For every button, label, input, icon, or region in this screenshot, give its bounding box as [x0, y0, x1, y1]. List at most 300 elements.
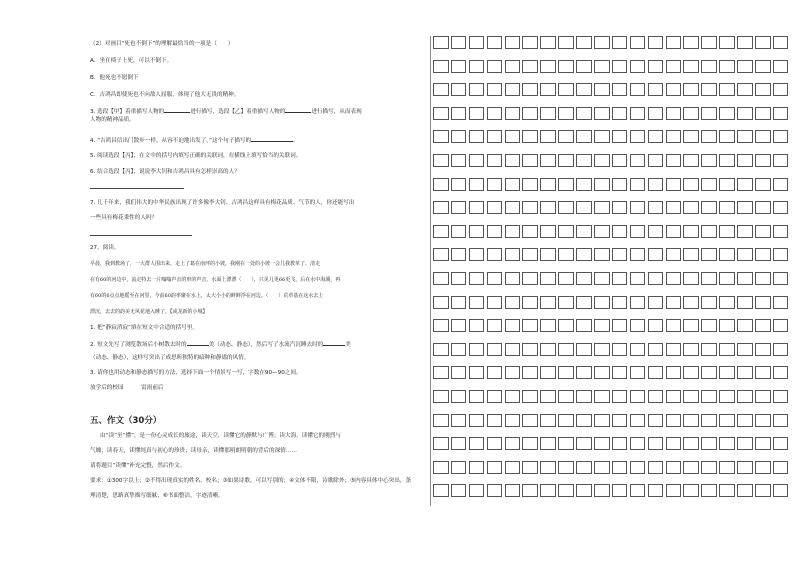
grid-cell[interactable]	[594, 366, 610, 379]
grid-cell[interactable]	[755, 272, 771, 285]
grid-cell[interactable]	[558, 461, 574, 474]
grid-cell[interactable]	[737, 248, 753, 261]
grid-cell[interactable]	[576, 484, 592, 497]
grid-cell[interactable]	[737, 60, 753, 73]
grid-cell[interactable]	[612, 484, 628, 497]
grid-cell[interactable]	[701, 296, 717, 309]
grid-cell[interactable]	[612, 248, 628, 261]
grid-cell[interactable]	[755, 319, 771, 332]
grid-cell[interactable]	[594, 107, 610, 120]
grid-cell[interactable]	[755, 461, 771, 474]
grid-cell[interactable]	[666, 225, 682, 238]
grid-cell[interactable]	[701, 343, 717, 356]
grid-cell[interactable]	[594, 248, 610, 261]
grid-cell[interactable]	[522, 319, 538, 332]
grid-cell[interactable]	[755, 107, 771, 120]
grid-cell[interactable]	[666, 36, 682, 49]
grid-cell[interactable]	[433, 319, 449, 332]
grid-cell[interactable]	[630, 178, 646, 191]
grid-cell[interactable]	[505, 366, 521, 379]
grid-cell[interactable]	[522, 272, 538, 285]
grid-cell[interactable]	[540, 296, 556, 309]
grid-cell[interactable]	[701, 366, 717, 379]
grid-cell[interactable]	[612, 414, 628, 427]
grid-cell[interactable]	[666, 319, 682, 332]
grid-cell[interactable]	[612, 107, 628, 120]
grid-cell[interactable]	[666, 484, 682, 497]
grid-cell[interactable]	[648, 201, 664, 214]
grid-cell[interactable]	[666, 296, 682, 309]
grid-cell[interactable]	[630, 36, 646, 49]
grid-cell[interactable]	[737, 107, 753, 120]
grid-cell[interactable]	[558, 414, 574, 427]
grid-cell[interactable]	[522, 414, 538, 427]
grid-cell[interactable]	[701, 178, 717, 191]
grid-cell[interactable]	[505, 484, 521, 497]
grid-cell[interactable]	[666, 437, 682, 450]
grid-cell[interactable]	[737, 414, 753, 427]
grid-cell[interactable]	[433, 272, 449, 285]
grid-cell[interactable]	[487, 343, 503, 356]
grid-cell[interactable]	[630, 272, 646, 285]
grid-cell[interactable]	[451, 107, 467, 120]
grid-cell[interactable]	[737, 36, 753, 49]
grid-cell[interactable]	[576, 366, 592, 379]
grid-cell[interactable]	[469, 60, 485, 73]
grid-cell[interactable]	[701, 484, 717, 497]
grid-cell[interactable]	[505, 36, 521, 49]
grid-cell[interactable]	[773, 130, 789, 143]
grid-cell[interactable]	[773, 484, 789, 497]
grid-cell[interactable]	[594, 83, 610, 96]
grid-cell[interactable]	[666, 83, 682, 96]
grid-cell[interactable]	[648, 225, 664, 238]
grid-cell[interactable]	[558, 178, 574, 191]
grid-cell[interactable]	[487, 319, 503, 332]
grid-cell[interactable]	[469, 414, 485, 427]
grid-cell[interactable]	[648, 366, 664, 379]
grid-cell[interactable]	[522, 248, 538, 261]
grid-cell[interactable]	[540, 107, 556, 120]
grid-cell[interactable]	[433, 178, 449, 191]
grid-cell[interactable]	[576, 296, 592, 309]
answer-line[interactable]	[90, 188, 184, 189]
grid-cell[interactable]	[505, 248, 521, 261]
grid-cell[interactable]	[505, 319, 521, 332]
grid-cell[interactable]	[737, 390, 753, 403]
grid-cell[interactable]	[487, 60, 503, 73]
grid-cell[interactable]	[755, 343, 771, 356]
grid-cell[interactable]	[648, 390, 664, 403]
grid-cell[interactable]	[666, 343, 682, 356]
grid-cell[interactable]	[451, 83, 467, 96]
grid-cell[interactable]	[719, 201, 735, 214]
grid-cell[interactable]	[594, 296, 610, 309]
grid-cell[interactable]	[773, 107, 789, 120]
grid-cell[interactable]	[701, 130, 717, 143]
grid-cell[interactable]	[648, 343, 664, 356]
grid-cell[interactable]	[719, 390, 735, 403]
grid-cell[interactable]	[433, 343, 449, 356]
grid-cell[interactable]	[612, 60, 628, 73]
grid-cell[interactable]	[451, 248, 467, 261]
grid-cell[interactable]	[737, 319, 753, 332]
grid-cell[interactable]	[558, 437, 574, 450]
grid-cell[interactable]	[630, 201, 646, 214]
grid-cell[interactable]	[558, 272, 574, 285]
grid-cell[interactable]	[522, 461, 538, 474]
grid-cell[interactable]	[487, 414, 503, 427]
grid-cell[interactable]	[683, 343, 699, 356]
grid-cell[interactable]	[487, 36, 503, 49]
grid-cell[interactable]	[469, 178, 485, 191]
grid-cell[interactable]	[451, 296, 467, 309]
grid-cell[interactable]	[576, 130, 592, 143]
grid-cell[interactable]	[540, 366, 556, 379]
grid-cell[interactable]	[451, 272, 467, 285]
grid-cell[interactable]	[594, 437, 610, 450]
grid-cell[interactable]	[558, 36, 574, 49]
grid-cell[interactable]	[737, 272, 753, 285]
grid-cell[interactable]	[540, 272, 556, 285]
answer-blank[interactable]	[251, 136, 293, 142]
grid-cell[interactable]	[558, 296, 574, 309]
grid-cell[interactable]	[719, 272, 735, 285]
grid-cell[interactable]	[773, 248, 789, 261]
grid-cell[interactable]	[612, 154, 628, 167]
grid-cell[interactable]	[737, 154, 753, 167]
grid-cell[interactable]	[701, 225, 717, 238]
grid-cell[interactable]	[612, 390, 628, 403]
grid-cell[interactable]	[505, 154, 521, 167]
grid-cell[interactable]	[576, 225, 592, 238]
grid-cell[interactable]	[701, 36, 717, 49]
grid-cell[interactable]	[540, 225, 556, 238]
grid-cell[interactable]	[451, 437, 467, 450]
grid-cell[interactable]	[558, 130, 574, 143]
grid-cell[interactable]	[487, 296, 503, 309]
grid-cell[interactable]	[576, 201, 592, 214]
grid-cell[interactable]	[648, 272, 664, 285]
grid-cell[interactable]	[433, 225, 449, 238]
grid-cell[interactable]	[505, 107, 521, 120]
grid-cell[interactable]	[683, 154, 699, 167]
grid-cell[interactable]	[469, 272, 485, 285]
grid-cell[interactable]	[719, 414, 735, 427]
answer-line[interactable]	[90, 235, 192, 236]
grid-cell[interactable]	[719, 461, 735, 474]
grid-cell[interactable]	[755, 484, 771, 497]
grid-cell[interactable]	[469, 484, 485, 497]
answer-blank[interactable]	[187, 340, 209, 346]
grid-cell[interactable]	[558, 154, 574, 167]
grid-cell[interactable]	[719, 107, 735, 120]
grid-cell[interactable]	[737, 366, 753, 379]
grid-cell[interactable]	[558, 225, 574, 238]
grid-cell[interactable]	[469, 461, 485, 474]
grid-cell[interactable]	[540, 83, 556, 96]
grid-cell[interactable]	[540, 461, 556, 474]
grid-cell[interactable]	[773, 319, 789, 332]
grid-cell[interactable]	[505, 60, 521, 73]
grid-cell[interactable]	[737, 296, 753, 309]
grid-cell[interactable]	[630, 107, 646, 120]
grid-cell[interactable]	[487, 178, 503, 191]
grid-cell[interactable]	[540, 130, 556, 143]
grid-cell[interactable]	[612, 130, 628, 143]
grid-cell[interactable]	[540, 36, 556, 49]
grid-cell[interactable]	[469, 390, 485, 403]
grid-cell[interactable]	[630, 461, 646, 474]
grid-cell[interactable]	[451, 60, 467, 73]
grid-cell[interactable]	[451, 154, 467, 167]
grid-cell[interactable]	[612, 296, 628, 309]
grid-cell[interactable]	[773, 390, 789, 403]
grid-cell[interactable]	[558, 248, 574, 261]
grid-cell[interactable]	[594, 201, 610, 214]
grid-cell[interactable]	[576, 390, 592, 403]
grid-cell[interactable]	[487, 272, 503, 285]
grid-cell[interactable]	[737, 83, 753, 96]
grid-cell[interactable]	[433, 390, 449, 403]
grid-cell[interactable]	[648, 107, 664, 120]
grid-cell[interactable]	[648, 414, 664, 427]
grid-cell[interactable]	[683, 296, 699, 309]
grid-cell[interactable]	[540, 390, 556, 403]
grid-cell[interactable]	[558, 60, 574, 73]
grid-cell[interactable]	[630, 130, 646, 143]
grid-cell[interactable]	[683, 390, 699, 403]
answer-blank[interactable]	[285, 107, 311, 113]
grid-cell[interactable]	[594, 484, 610, 497]
grid-cell[interactable]	[433, 484, 449, 497]
grid-cell[interactable]	[505, 178, 521, 191]
grid-cell[interactable]	[612, 437, 628, 450]
grid-cell[interactable]	[540, 343, 556, 356]
grid-cell[interactable]	[487, 390, 503, 403]
grid-cell[interactable]	[630, 414, 646, 427]
grid-cell[interactable]	[612, 366, 628, 379]
grid-cell[interactable]	[451, 319, 467, 332]
grid-cell[interactable]	[755, 130, 771, 143]
grid-cell[interactable]	[594, 36, 610, 49]
grid-cell[interactable]	[433, 437, 449, 450]
grid-cell[interactable]	[666, 107, 682, 120]
grid-cell[interactable]	[683, 225, 699, 238]
grid-cell[interactable]	[540, 437, 556, 450]
grid-cell[interactable]	[773, 36, 789, 49]
grid-cell[interactable]	[451, 36, 467, 49]
grid-cell[interactable]	[648, 178, 664, 191]
grid-cell[interactable]	[505, 130, 521, 143]
grid-cell[interactable]	[666, 248, 682, 261]
grid-cell[interactable]	[737, 130, 753, 143]
grid-cell[interactable]	[630, 484, 646, 497]
grid-cell[interactable]	[666, 366, 682, 379]
grid-cell[interactable]	[576, 154, 592, 167]
grid-cell[interactable]	[505, 272, 521, 285]
grid-cell[interactable]	[666, 461, 682, 474]
grid-cell[interactable]	[701, 60, 717, 73]
grid-cell[interactable]	[701, 83, 717, 96]
grid-cell[interactable]	[612, 343, 628, 356]
grid-cell[interactable]	[522, 178, 538, 191]
grid-cell[interactable]	[683, 83, 699, 96]
grid-cell[interactable]	[594, 461, 610, 474]
grid-cell[interactable]	[576, 60, 592, 73]
grid-cell[interactable]	[701, 154, 717, 167]
grid-cell[interactable]	[701, 201, 717, 214]
grid-cell[interactable]	[576, 36, 592, 49]
grid-cell[interactable]	[755, 390, 771, 403]
grid-cell[interactable]	[737, 343, 753, 356]
grid-cell[interactable]	[505, 83, 521, 96]
grid-cell[interactable]	[755, 36, 771, 49]
grid-cell[interactable]	[469, 437, 485, 450]
grid-cell[interactable]	[451, 201, 467, 214]
grid-cell[interactable]	[540, 154, 556, 167]
grid-cell[interactable]	[469, 36, 485, 49]
grid-cell[interactable]	[469, 83, 485, 96]
grid-cell[interactable]	[666, 414, 682, 427]
grid-cell[interactable]	[433, 107, 449, 120]
grid-cell[interactable]	[630, 366, 646, 379]
grid-cell[interactable]	[433, 461, 449, 474]
grid-cell[interactable]	[737, 201, 753, 214]
answer-blank[interactable]	[323, 340, 345, 346]
grid-cell[interactable]	[576, 461, 592, 474]
grid-cell[interactable]	[576, 272, 592, 285]
grid-cell[interactable]	[540, 319, 556, 332]
grid-cell[interactable]	[630, 225, 646, 238]
grid-cell[interactable]	[505, 461, 521, 474]
grid-cell[interactable]	[540, 60, 556, 73]
grid-cell[interactable]	[558, 390, 574, 403]
grid-cell[interactable]	[505, 343, 521, 356]
grid-cell[interactable]	[755, 248, 771, 261]
grid-cell[interactable]	[737, 225, 753, 238]
grid-cell[interactable]	[540, 248, 556, 261]
grid-cell[interactable]	[487, 248, 503, 261]
grid-cell[interactable]	[451, 484, 467, 497]
grid-cell[interactable]	[683, 36, 699, 49]
grid-cell[interactable]	[630, 296, 646, 309]
grid-cell[interactable]	[433, 414, 449, 427]
grid-cell[interactable]	[487, 225, 503, 238]
grid-cell[interactable]	[594, 343, 610, 356]
grid-cell[interactable]	[451, 414, 467, 427]
grid-cell[interactable]	[755, 225, 771, 238]
grid-cell[interactable]	[576, 343, 592, 356]
grid-cell[interactable]	[719, 225, 735, 238]
grid-cell[interactable]	[773, 272, 789, 285]
grid-cell[interactable]	[594, 178, 610, 191]
grid-cell[interactable]	[648, 83, 664, 96]
grid-cell[interactable]	[522, 296, 538, 309]
grid-cell[interactable]	[576, 248, 592, 261]
grid-cell[interactable]	[487, 461, 503, 474]
grid-cell[interactable]	[505, 437, 521, 450]
grid-cell[interactable]	[576, 319, 592, 332]
grid-cell[interactable]	[487, 154, 503, 167]
grid-cell[interactable]	[755, 296, 771, 309]
grid-cell[interactable]	[719, 296, 735, 309]
grid-cell[interactable]	[487, 130, 503, 143]
grid-cell[interactable]	[773, 461, 789, 474]
grid-cell[interactable]	[737, 437, 753, 450]
grid-cell[interactable]	[433, 201, 449, 214]
grid-cell[interactable]	[558, 201, 574, 214]
grid-cell[interactable]	[755, 366, 771, 379]
grid-cell[interactable]	[522, 130, 538, 143]
grid-cell[interactable]	[719, 178, 735, 191]
grid-cell[interactable]	[505, 414, 521, 427]
grid-cell[interactable]	[433, 60, 449, 73]
grid-cell[interactable]	[576, 437, 592, 450]
grid-cell[interactable]	[683, 201, 699, 214]
grid-cell[interactable]	[522, 437, 538, 450]
grid-cell[interactable]	[755, 83, 771, 96]
grid-cell[interactable]	[755, 201, 771, 214]
grid-cell[interactable]	[648, 484, 664, 497]
grid-cell[interactable]	[594, 319, 610, 332]
grid-cell[interactable]	[505, 296, 521, 309]
grid-cell[interactable]	[630, 319, 646, 332]
grid-cell[interactable]	[594, 272, 610, 285]
grid-cell[interactable]	[505, 225, 521, 238]
grid-cell[interactable]	[755, 414, 771, 427]
grid-cell[interactable]	[683, 107, 699, 120]
grid-cell[interactable]	[719, 154, 735, 167]
grid-cell[interactable]	[701, 390, 717, 403]
grid-cell[interactable]	[737, 484, 753, 497]
grid-cell[interactable]	[755, 60, 771, 73]
grid-cell[interactable]	[666, 201, 682, 214]
grid-cell[interactable]	[755, 437, 771, 450]
grid-cell[interactable]	[737, 178, 753, 191]
grid-cell[interactable]	[773, 296, 789, 309]
grid-cell[interactable]	[451, 225, 467, 238]
grid-cell[interactable]	[701, 414, 717, 427]
grid-cell[interactable]	[540, 414, 556, 427]
grid-cell[interactable]	[683, 414, 699, 427]
grid-cell[interactable]	[648, 130, 664, 143]
grid-cell[interactable]	[773, 225, 789, 238]
grid-cell[interactable]	[469, 319, 485, 332]
grid-cell[interactable]	[683, 319, 699, 332]
grid-cell[interactable]	[522, 107, 538, 120]
grid-cell[interactable]	[433, 130, 449, 143]
grid-cell[interactable]	[594, 390, 610, 403]
grid-cell[interactable]	[719, 319, 735, 332]
grid-cell[interactable]	[522, 343, 538, 356]
grid-cell[interactable]	[701, 437, 717, 450]
grid-cell[interactable]	[594, 154, 610, 167]
grid-cell[interactable]	[558, 319, 574, 332]
grid-cell[interactable]	[522, 36, 538, 49]
grid-cell[interactable]	[594, 414, 610, 427]
grid-cell[interactable]	[522, 201, 538, 214]
grid-cell[interactable]	[487, 484, 503, 497]
grid-cell[interactable]	[433, 154, 449, 167]
grid-cell[interactable]	[683, 248, 699, 261]
grid-cell[interactable]	[558, 343, 574, 356]
grid-cell[interactable]	[683, 60, 699, 73]
grid-cell[interactable]	[576, 107, 592, 120]
grid-cell[interactable]	[469, 343, 485, 356]
grid-cell[interactable]	[701, 107, 717, 120]
grid-cell[interactable]	[522, 154, 538, 167]
